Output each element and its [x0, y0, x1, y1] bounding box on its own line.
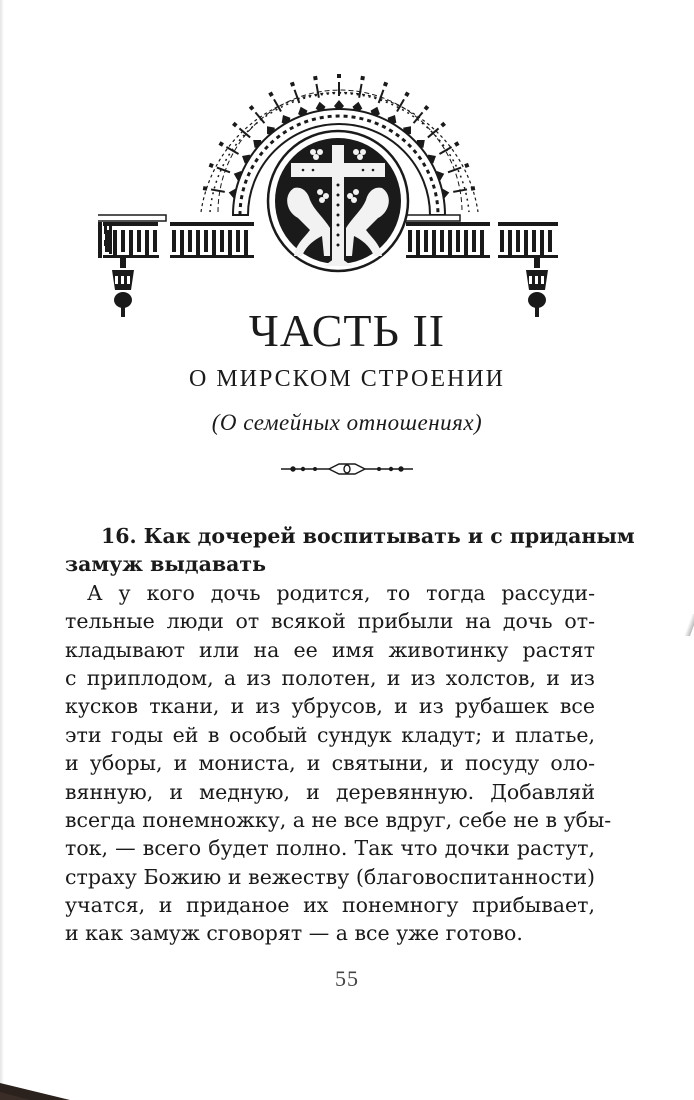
- body-line: с приплодом, а из полотен, и из холстов, и из: [65, 665, 595, 690]
- body-line: тельные люди от всякой прибыли на дочь от-: [65, 609, 595, 634]
- headpiece-ornament: [98, 60, 578, 330]
- decorative-divider-icon: [281, 462, 413, 476]
- body-line: ток, — всего будет полно. Так что дочки растут,: [65, 836, 595, 861]
- section-title: О МИРСКОМ СТРОЕНИИ: [188, 366, 506, 392]
- chapter-heading-line-1: 16. Как дочерей воспитывать и с приданым: [101, 524, 635, 548]
- page-number: 55: [335, 966, 359, 991]
- page-corner-shadow: [0, 1092, 30, 1100]
- body-line: А у кого дочь родится, то тогда рассуди-: [87, 580, 595, 605]
- body-line-last: и как замуж сговорят — а все уже готово.: [65, 921, 523, 946]
- section-subtitle: (О семейных отношениях): [211, 410, 483, 435]
- body-line: всегда понемножку, а не все вдруг, себе не в убы-: [65, 807, 612, 832]
- body-line: учатся, и приданое их понемногу прибывает,: [65, 893, 595, 918]
- body-line: и уборы, и мониста, и святыни, и посуду оло-: [65, 751, 595, 776]
- chapter-heading-line-2: замуж выдавать: [65, 552, 267, 577]
- page-edge: [0, 0, 4, 1100]
- body-line: вянную, и медную, и деревянную. Добавляй: [65, 779, 595, 804]
- part-title: ЧАСТЬ II: [248, 305, 446, 356]
- body-line: эти годы ей в особый сундук кладут; и платье,: [65, 722, 595, 747]
- body-line: кладывают или на ее имя животинку растят: [65, 637, 595, 662]
- body-line: страху Божию и вежеству (благовоспитанности): [65, 864, 595, 889]
- body-line: кусков ткани, и из убрусов, и из рубашек все: [65, 694, 595, 719]
- page-edge-mark: [684, 614, 694, 636]
- chapter-text: [65, 522, 635, 948]
